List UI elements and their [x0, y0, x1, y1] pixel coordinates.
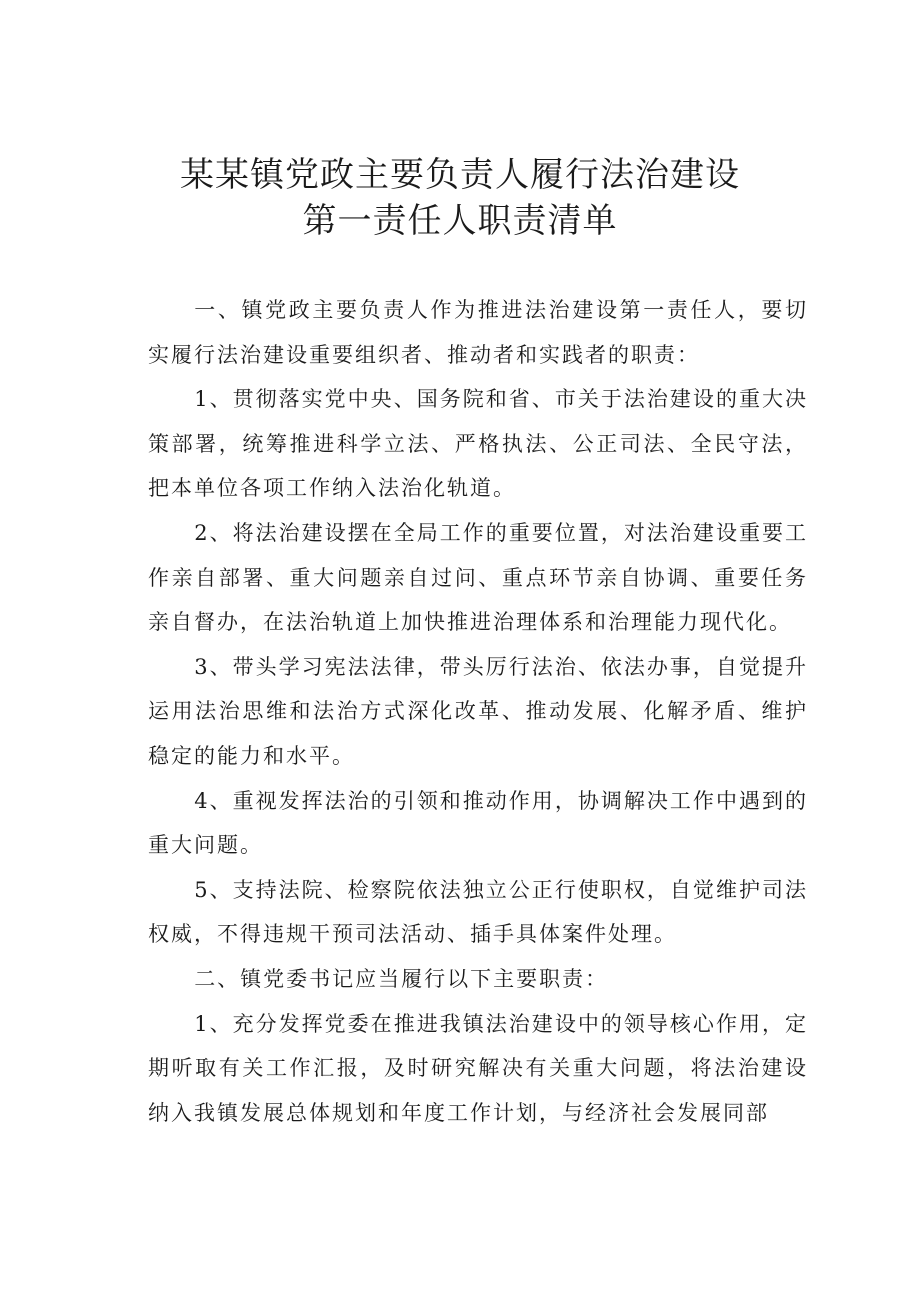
document-body: [148, 288, 808, 1135]
paragraph-section-2-intro: 二、镇党委书记应当履行以下主要职责：: [194, 966, 609, 991]
paragraph-section-1-intro: 一、镇党政主要负责人作为推进法治建设第一责任人，要切实履行法治建设重要组织者、推动者和实践者的职责：: [148, 298, 808, 367]
title-line-1: 某某镇党政主要负责人履行法治建设: [180, 155, 740, 195]
paragraph-item-1-5: 5、支持法院、检察院依法独立公正行使职权，自觉维护司法权威，不得违规干预司法活动、插手具体案件处理。: [148, 877, 808, 947]
paragraph-item-1-2: 2、将法治建设摆在全局工作的重要位置，对法治建设重要工作亲自部署、重大问题亲自过问、重点环节亲自协调、重要任务亲自督办，在法治轨道上加快推进治理体系和治理能力现代化。: [148, 520, 808, 635]
title-line-2: 第一责任人职责清单: [302, 201, 618, 241]
document-title: [0, 152, 920, 244]
paragraph-item-1-1: 1、贯彻落实党中央、国务院和省、市关于法治建设的重大决策部署，统筹推进科学立法、严格执法、公正司法、全民守法，把本单位各项工作纳入法治化轨道。: [148, 387, 808, 501]
paragraph-item-1-3: 3、带头学习宪法法律，带头厉行法治、依法办事，自觉提升运用法治思维和法治方式深化改革、推动发展、化解矛盾、维护稳定的能力和水平。: [148, 654, 808, 768]
paragraph-item-2-1: 1、充分发挥党委在推进我镇法治建设中的领导核心作用，定期听取有关工作汇报，及时研究解决有关重大问题，将法治建设纳入我镇发展总体规划和年度工作计划，与经济社会发展同部: [148, 1011, 808, 1125]
paragraph-item-1-4: 4、重视发挥法治的引领和推动作用，协调解决工作中遇到的重大问题。: [148, 788, 808, 858]
